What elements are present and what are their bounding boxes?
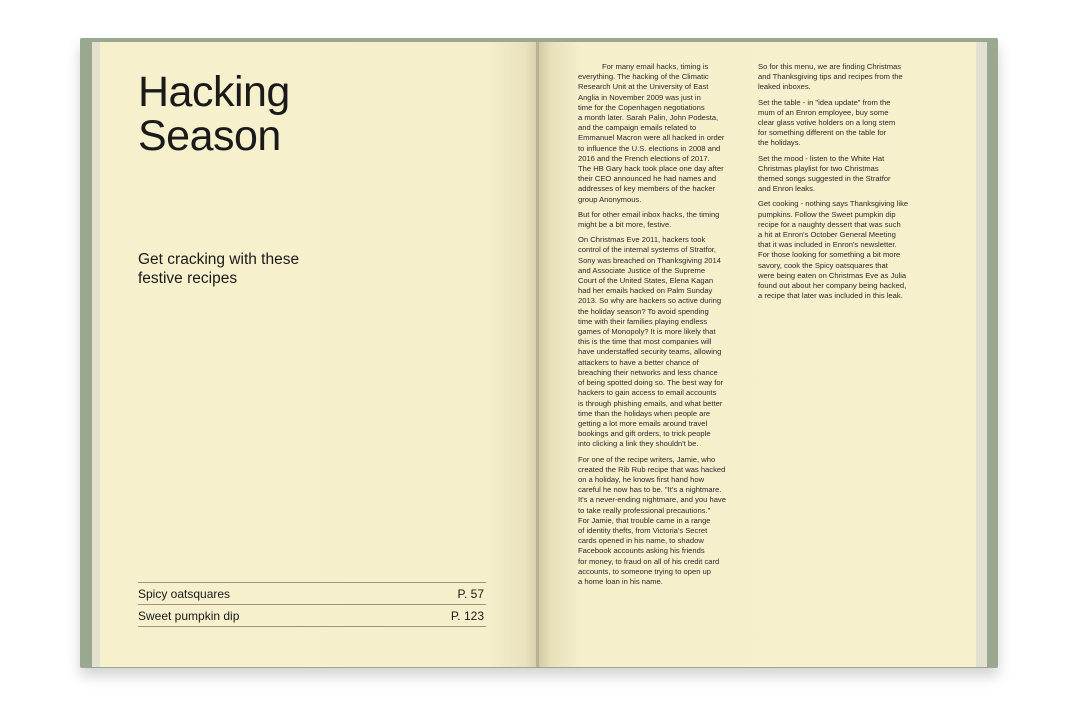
article-paragraph: Set the table - in "idea update" from the mum of an Enron employee, buy some clear glass votive holders on a long stem for something different on the table for the holidays.: [758, 97, 896, 148]
contents-page-number: P. 123: [450, 608, 484, 623]
article-column-1: [578, 62, 746, 592]
title-line-1: Hacking: [138, 68, 290, 116]
page-title: [138, 70, 290, 158]
title-line-2: Season: [138, 112, 281, 160]
contents-label: Spicy oatsquares: [138, 586, 231, 601]
contents-row: [138, 605, 486, 627]
subtitle-line-2: festive recipes: [138, 270, 238, 287]
right-page-edges: [975, 42, 987, 667]
article-paragraph: For one of the recipe writers, Jamie, who created the Rib Rub recipe that was hacked on a holiday, he knows first hand how careful he now has to be. "It's a nightmare. It's a never-ending nightmare, and you have to take really professional precautions." For Jamie, that trouble came in a range of identity thefts, from Victoria's Secret cards opened in his name, to shadow Facebook accounts asking his friends for money, to fraud on all of his credit card accounts, to someone trying to open up a home loan in his name.: [578, 454, 726, 586]
contents-page-number: P. 57: [457, 586, 484, 601]
subtitle-line-1: Get cracking with these: [138, 251, 300, 268]
article-paragraph: So for this menu, we are finding Christmas and Thanksgiving tips and recipes from the leaked inboxes.: [758, 62, 903, 92]
page-subtitle: [138, 250, 299, 288]
article-column-2: [758, 62, 926, 306]
article-paragraph: Get cooking - nothing says Thanksgiving like pumpkins. Follow the Sweet pumpkin dip recipe for a naughty dessert that was such a hit at Enron's October General Meeting that it was included in Enron's newsletter. For those looking for something a bit more savory, cook the Spicy oatsquares that were being eaten on Christmas Eve as Julia found out about her company being hacked, a recipe that later was included in this leak.: [758, 199, 909, 301]
article-paragraph: Set the mood - listen to the White Hat Christmas playlist for two Christmas themed songs suggested in the Stratfor and Enron leaks.: [758, 153, 891, 194]
recipe-contents-list: [138, 582, 486, 627]
article-paragraph: On Christmas Eve 2011, hackers took control of the internal systems of Stratfor, Sony was breached on Thanksgiving 2014 and Associate Justice of the Supreme Court of the United States, Elena Kagan had her emails hacked on Palm Sunday 2013. So why are hackers so active during the holiday season? To avoid spending time with their families playing endless games of Monopoly? It is more likely that this is the time that most companies will have understaffed security teams, allowing attackers to have a better chance of breaching their networks and less chance of being spotted doing so. The best way for hackers to gain access to email accounts is through phishing emails, and what better time than the holidays when people are getting a lot more emails around travel bookings and gift orders, to trick people into clicking a link they shouldn't be.: [578, 235, 724, 449]
article-paragraph: But for other email inbox hacks, the timing might be a bit more, festive.: [578, 209, 720, 230]
book-gutter: [536, 42, 539, 667]
contents-label: Sweet pumpkin dip: [138, 608, 240, 623]
contents-row: [138, 583, 486, 605]
article-paragraph: For many email hacks, timing is everything. The hacking of the Climatic Research Unit at the University of East Anglia in November 2009 was just in time for the Copenhagen negotiations a month later. Sarah Palin, John Podesta, and the campaign emails related to Emmanuel Macron were all hacked in order to influence the U.S. elections in 2008 and 2016 and the French elections of 2017. The HB Gary hack took place one day after their CEO announced he had names and addresses of key members of the hacker group Anonymous.: [578, 62, 725, 204]
